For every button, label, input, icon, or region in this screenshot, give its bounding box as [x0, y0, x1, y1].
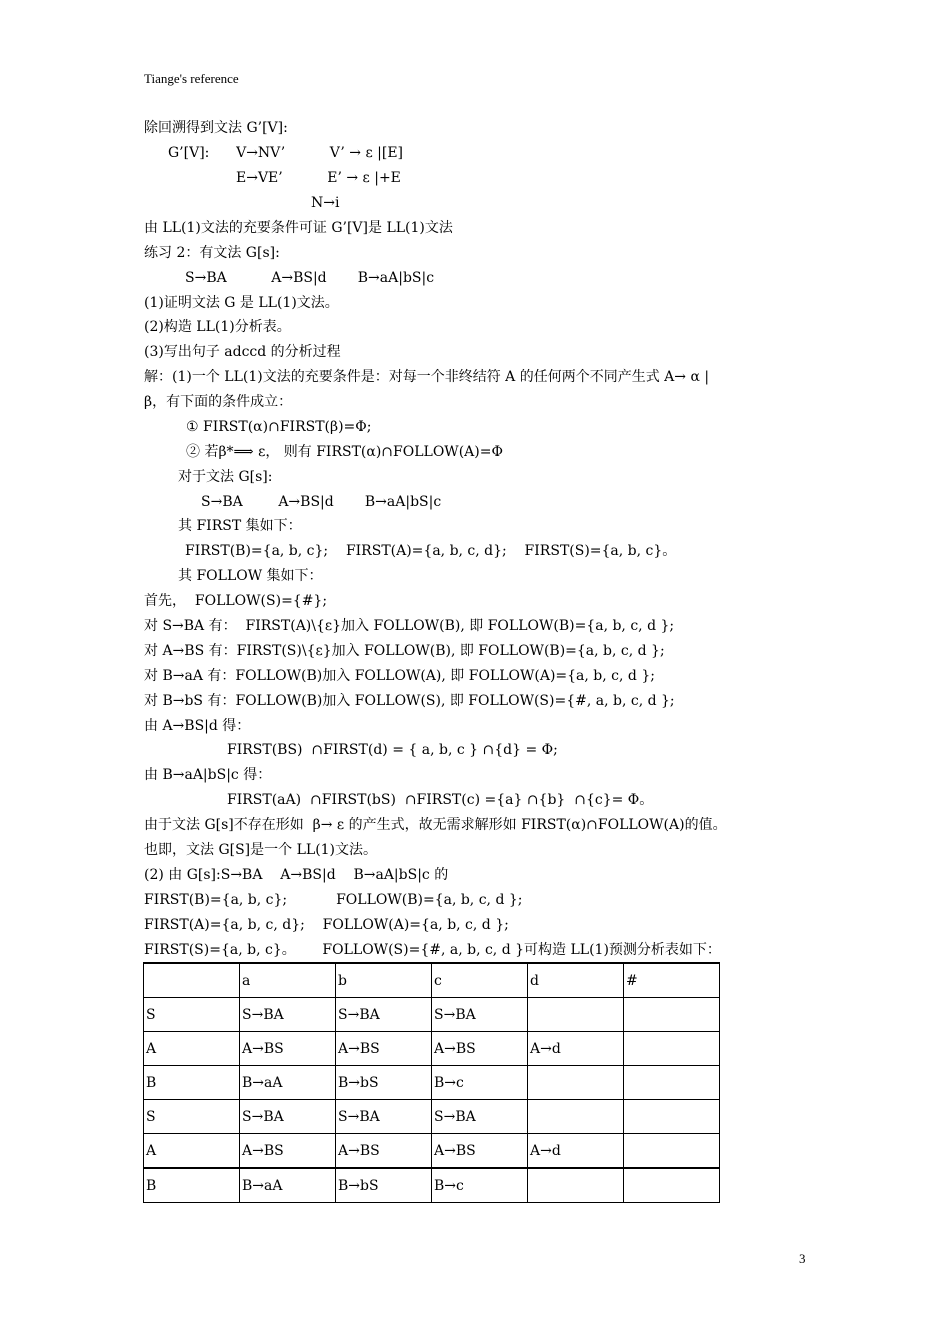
text-line: FIRST(BS) ∩FIRST(d) = { a, b, c } ∩{d} = Φ;	[227, 742, 558, 758]
table-cell	[528, 1066, 624, 1100]
text-line: ② 若β*⟹ ε， 则有 FIRST(α)∩FOLLOW(A)=Φ	[186, 444, 503, 460]
table-cell	[528, 1168, 624, 1203]
text-line: 首先， FOLLOW(S)={#};	[144, 593, 328, 609]
table-cell: S→BA	[240, 1100, 336, 1134]
table-cell	[528, 1100, 624, 1134]
text-line: 练习 2：有文法 G[s]:	[144, 245, 280, 261]
table-cell: S→BA	[432, 1100, 528, 1134]
text-line: 其 FIRST 集如下：	[178, 518, 302, 534]
table-cell: S→BA	[432, 998, 528, 1032]
text-line: FIRST(B)={a, b, c}; FOLLOW(B)={a, b, c, d };	[144, 892, 523, 908]
table-cell: A→BS	[336, 1134, 432, 1169]
table-cell: A→d	[528, 1134, 624, 1169]
text-line: 由 A→BS|d 得：	[144, 718, 251, 734]
text-line: 对 S→BA 有： FIRST(A)\{ε}加入 FOLLOW(B), 即 FOLLOW(B)={a, b, c, d };	[144, 618, 675, 634]
text-line: N→i	[311, 195, 340, 211]
table-header-cell: #	[624, 963, 720, 998]
text-line: β，有下面的条件成立：	[144, 394, 293, 410]
text-line: 由 B→aA|bS|c 得：	[144, 767, 272, 783]
text-line: 由 LL(1)文法的充要条件可证 G’[V]是 LL(1)文法	[144, 220, 453, 236]
text-line: FIRST(A)={a, b, c, d}; FOLLOW(A)={a, b, c, d };	[144, 917, 509, 933]
table-row	[144, 998, 720, 1032]
text-line: 由于文法 G[s]不存在形如 β→ ε 的产生式，故无需求解形如 FIRST(α)∩FOLLOW(A)的值。	[144, 817, 727, 833]
table-cell: B→aA	[240, 1168, 336, 1203]
text-line: ① FIRST(α)∩FIRST(β)=Φ;	[186, 419, 372, 435]
table-cell: S	[144, 998, 240, 1032]
text-line: 对 B→aA 有：FOLLOW(B)加入 FOLLOW(A), 即 FOLLOW(A)={a, b, c, d };	[144, 668, 655, 684]
table-cell: A→BS	[336, 1032, 432, 1066]
text-line: FIRST(aA) ∩FIRST(bS) ∩FIRST(c) ={a} ∩{b} ∩{c}= Φ。	[227, 792, 654, 808]
text-line: E→VE’ E’ → ε |+E	[236, 170, 401, 186]
table-cell	[624, 1100, 720, 1134]
text-line: (2)构造 LL(1)分析表。	[144, 319, 291, 335]
table-cell: B	[144, 1168, 240, 1203]
text-line: (2) 由 G[s]:S→BA A→BS|d B→aA|bS|c 的	[144, 867, 449, 883]
table-cell: S→BA	[240, 998, 336, 1032]
table-cell: B→bS	[336, 1066, 432, 1100]
table-cell	[624, 1134, 720, 1169]
table-cell: A→BS	[240, 1032, 336, 1066]
table-cell: A→BS	[432, 1134, 528, 1169]
table-cell	[528, 998, 624, 1032]
text-line: 也即，文法 G[S]是一个 LL(1)文法。	[144, 842, 378, 858]
text-line: (3)写出句子 adccd 的分析过程	[144, 344, 341, 360]
table-cell: A→BS	[240, 1134, 336, 1169]
table-cell: S→BA	[336, 998, 432, 1032]
text-line: S→BA A→BS|d B→aA|bS|c	[185, 270, 435, 286]
text-line: 解：(1)一个 LL(1)文法的充要条件是：对每一个非终结符 A 的任何两个不同产生式 A→ α |	[144, 369, 710, 385]
table-cell	[624, 1032, 720, 1066]
text-line: 除回溯得到文法 G’[V]:	[144, 120, 288, 136]
text-line: (1)证明文法 G 是 LL(1)文法。	[144, 295, 339, 311]
table-row	[144, 1100, 720, 1134]
table-row	[144, 1032, 720, 1066]
table-header-cell: a	[240, 963, 336, 998]
text-line: G’[V]: V→NV’ V’ → ε |[E]	[168, 145, 404, 161]
table-cell: B→c	[432, 1168, 528, 1203]
table-cell: B→c	[432, 1066, 528, 1100]
table-cell: B→bS	[336, 1168, 432, 1203]
table-cell	[624, 1168, 720, 1203]
table-cell	[624, 998, 720, 1032]
table-cell: B	[144, 1066, 240, 1100]
ll1-parse-table	[143, 962, 720, 1203]
table-header-row	[144, 963, 720, 998]
text-line: S→BA A→BS|d B→aA|bS|c	[201, 494, 442, 510]
text-line: 对 B→bS 有：FOLLOW(B)加入 FOLLOW(S), 即 FOLLOW(S)={#, a, b, c, d };	[144, 693, 675, 709]
table-cell	[624, 1066, 720, 1100]
table-cell: S	[144, 1100, 240, 1134]
text-line: FIRST(S)={a, b, c}。 FOLLOW(S)={#, a, b, c, d }可构造 LL(1)预测分析表如下：	[144, 942, 721, 958]
table-header-cell: c	[432, 963, 528, 998]
text-line: FIRST(B)={a, b, c}; FIRST(A)={a, b, c, d}; FIRST(S)={a, b, c}。	[185, 543, 677, 559]
table-header-cell: b	[336, 963, 432, 998]
table-row	[144, 1168, 720, 1203]
text-line: 对 A→BS 有：FIRST(S)\{ε}加入 FOLLOW(B), 即 FOLLOW(B)={a, b, c, d };	[144, 643, 665, 659]
page-number: 3	[799, 1251, 806, 1266]
page-header: Tiange's reference	[144, 71, 239, 86]
table-cell: B→aA	[240, 1066, 336, 1100]
table-cell: A	[144, 1134, 240, 1169]
table-cell: A→d	[528, 1032, 624, 1066]
table-cell: A→BS	[432, 1032, 528, 1066]
table-row	[144, 1066, 720, 1100]
table-header-cell	[144, 963, 240, 998]
table-cell: A	[144, 1032, 240, 1066]
text-line: 其 FOLLOW 集如下：	[178, 568, 323, 584]
table-row	[144, 1134, 720, 1169]
table-header-cell: d	[528, 963, 624, 998]
table-cell: S→BA	[336, 1100, 432, 1134]
text-line: 对于文法 G[s]:	[178, 469, 273, 485]
